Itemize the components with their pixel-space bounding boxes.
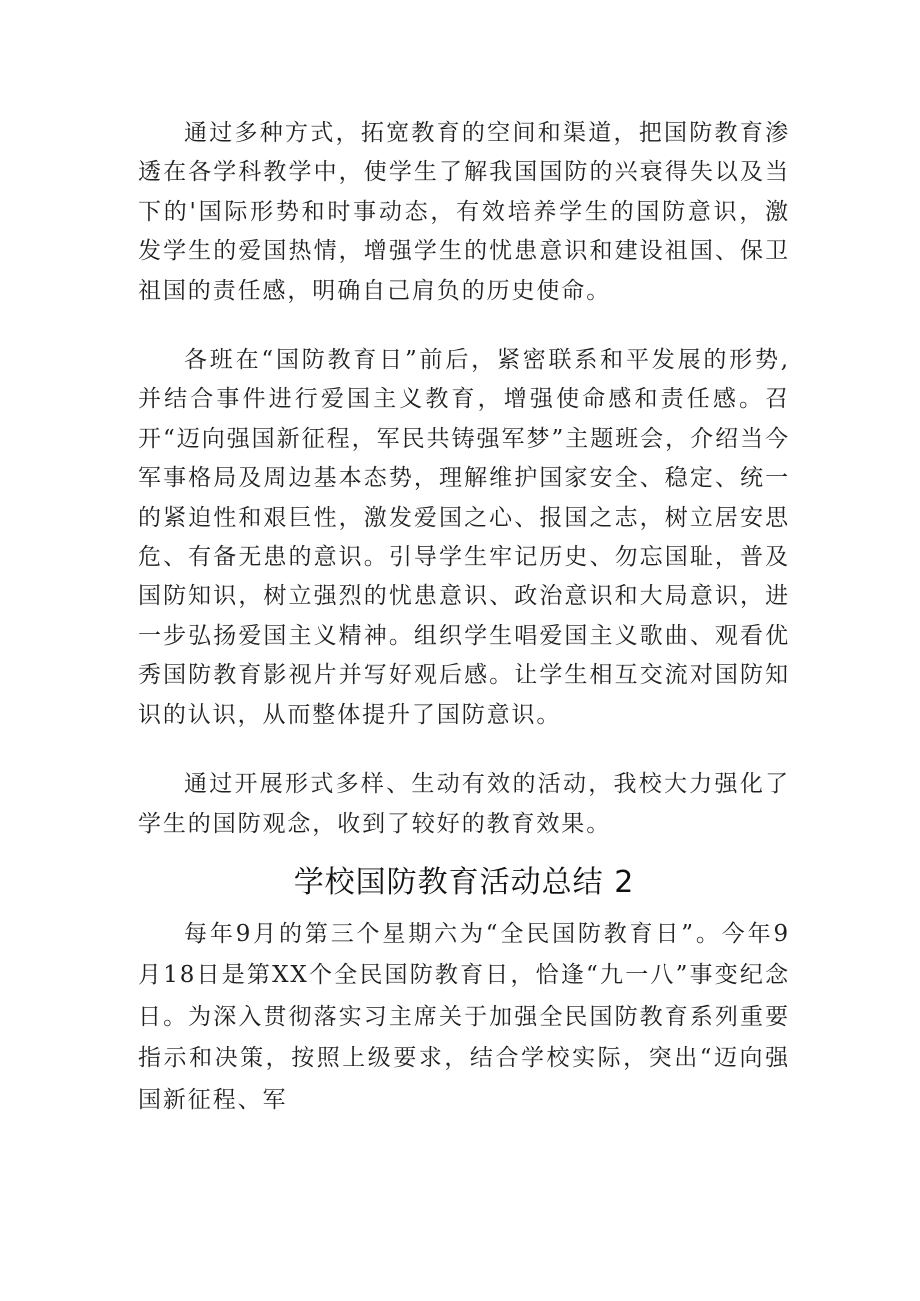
section-paragraph: 每年9月的第三个星期六为“全民国防教育日”。今年9月18日是第XX个全民国防教育日，恰逢“九一八”事变纪念日。为深入贯彻落实习主席关于加强全民国防教育系列重要指示和决策，按照上级要求，结合学校实际，突出“迈向强国新征程、军 [138, 920, 790, 1113]
paragraph-3: 通过开展形式多样、生动有效的活动，我校大力强化了学生的国防观念，收到了较好的教育效果。 [138, 771, 790, 837]
document-body [138, 114, 790, 1121]
paragraph-2: 各班在“国防教育日”前后，紧密联系和平发展的形势,并结合事件进行爱国主义教育，增强使命感和责任感。召开“迈向强国新征程，军民共铸强军梦”主题班会，介绍当今军事格局及周边基本态势，理解维护国家安全、稳定、统一的紧迫性和艰巨性，激发爱国之心、报国之志，树立居安思危、有备无患的意识。引导学生牢记历史、勿忘国耻，普及国防知识，树立强烈的忧患意识、政治意识和大局意识，进一步弘扬爱国主义精神。组织学生唱爱国主义歌曲、观看优秀国防教育影视片并写好观后感。让学生相互交流对国防知识的认识，从而整体提升了国防意识。 [138, 347, 790, 728]
section-title: 学校国防教育活动总结 2 [293, 864, 635, 900]
paragraph-1: 通过多种方式，拓宽教育的空间和渠道，把国防教育渗透在各学科教学中，使学生了解我国国防的兴衰得失以及当下的'国际形势和时事动态，有效培养学生的国防意识，激发学生的爱国热情，增强学生的忧患意识和建设祖国、保卫祖国的责任感，明确自己肩负的历史使命。 [138, 120, 790, 304]
